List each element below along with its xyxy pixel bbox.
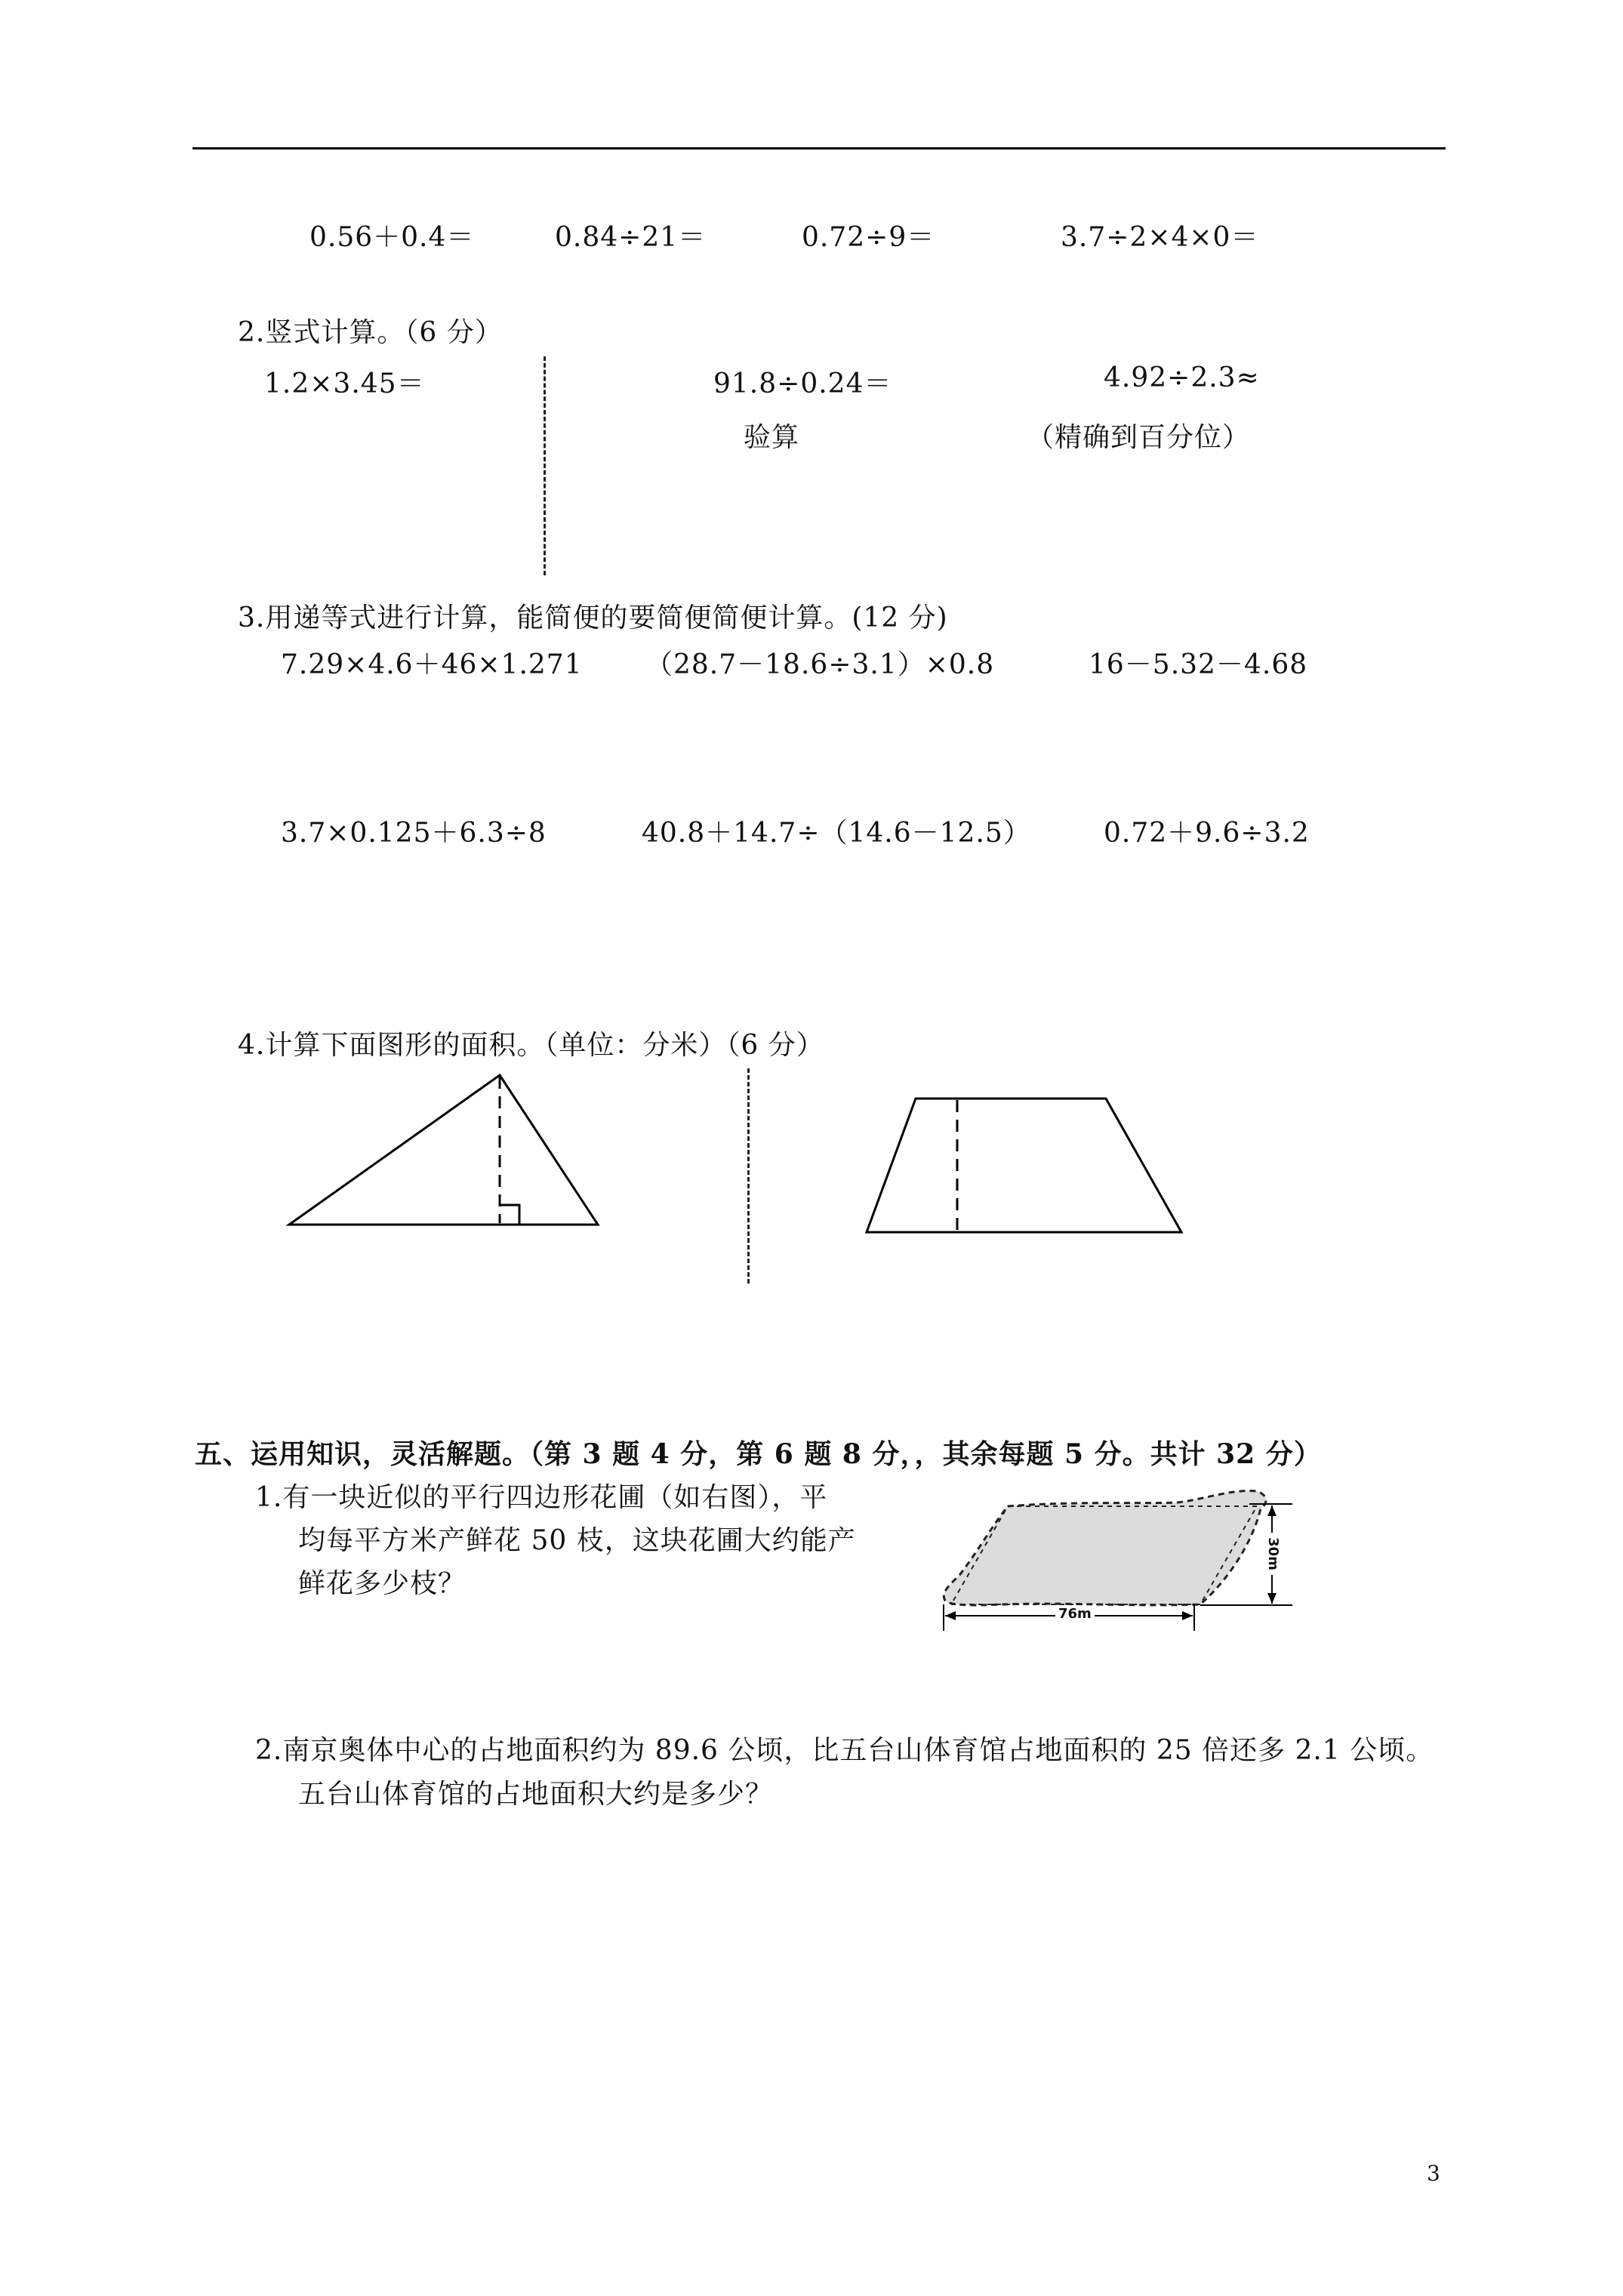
p1-line-1: 1.有一块近似的平行四边形花圃（如右图），平 <box>255 1482 828 1513</box>
q3-row1-item-2: （28.7－18.6÷3.1）×0.8 <box>645 649 995 680</box>
q3-title: 3.用递等式进行计算，能简便的要简便简便计算。(12 分) <box>238 603 948 633</box>
p1-line-2: 均每平方米产鲜花 50 枝，这块花圃大约能产 <box>298 1525 856 1556</box>
p1-line-3: 鲜花多少枝？ <box>298 1568 467 1599</box>
q2-round-label: （精确到百分位） <box>1027 422 1251 453</box>
q4-title: 4.计算下面图形的面积。（单位：分米）（6 分） <box>238 1030 824 1061</box>
q2-item-1: 1.2×3.45＝ <box>264 368 425 399</box>
p2-line-2: 五台山体育馆的占地面积大约是多少？ <box>298 1779 774 1810</box>
q2-item-3: 4.92÷2.3≈ <box>1104 362 1260 393</box>
p2-line-1: 2.南京奥体中心的占地面积约为 89.6 公顷，比五台山体育馆占地面积的 25 倍还多 2.1 公顷。 <box>255 1735 1434 1766</box>
q2-check-label: 验算 <box>744 422 800 453</box>
height-label: 30m <box>1263 1533 1281 1575</box>
q2-title: 2.竖式计算。（6 分） <box>238 317 503 348</box>
q3-row2-item-2: 40.8＋14.7÷（14.6－12.5） <box>642 818 1031 849</box>
q3-row2-item-1: 3.7×0.125＋6.3÷8 <box>281 818 547 849</box>
q3-row2-item-3: 0.72＋9.6÷3.2 <box>1104 818 1310 849</box>
oral-item-2: 0.84÷21＝ <box>555 222 707 253</box>
oral-item-4: 3.7÷2×4×0＝ <box>1061 222 1259 253</box>
section5-title: 五、运用知识，灵活解题。（第 3 题 4 分，第 6 题 8 分，，其余每题 5 分。共计 32 分） <box>195 1438 1322 1470</box>
base-label: 76m <box>1055 1606 1095 1622</box>
oral-item-1: 0.56＋0.4＝ <box>310 222 475 253</box>
q3-row1-item-1: 7.29×4.6＋46×1.271 <box>281 649 583 680</box>
oral-item-3: 0.72÷9＝ <box>802 222 935 253</box>
flowerbed-shape <box>944 1491 1266 1605</box>
page-number: 3 <box>1427 2161 1440 2186</box>
q3-row1-item-3: 16－5.32－4.68 <box>1089 649 1308 680</box>
q2-item-2: 91.8÷0.24＝ <box>713 368 892 399</box>
